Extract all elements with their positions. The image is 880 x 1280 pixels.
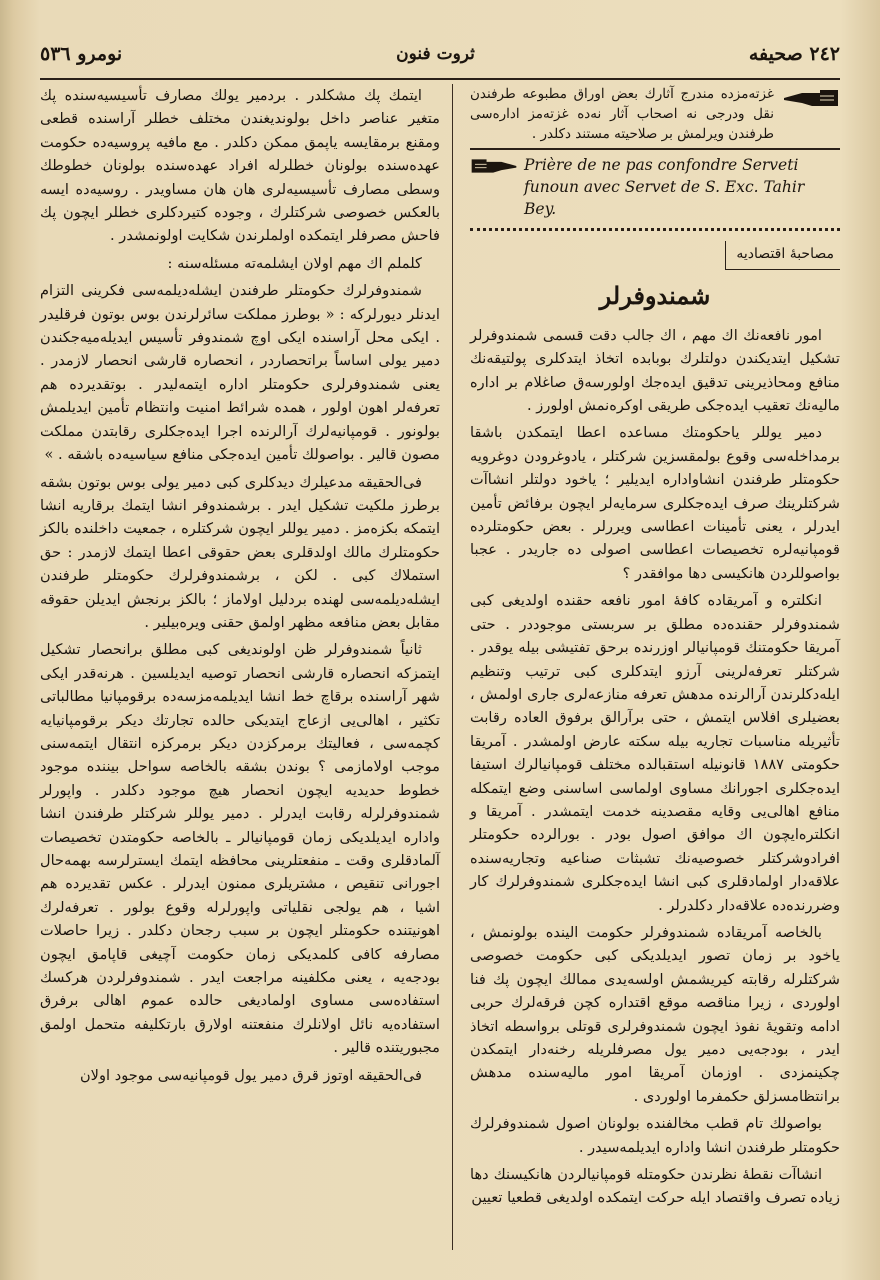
paragraph: ثانیاً شمندوفرلر ظن اولوندیغی کبی مطلق برانحصار تشکیل ایتمزکه انحصاره قارشی انحصار توصیه ایدیلسین . هرنه‌قدر ایکی شهر آراسنده برقاچ خط انشا ایدیلمه‌مزسه‌ده برقومپانیا مطالباتی تکثیر ، اهالی‌یی ازعاج ایتدیکی حالده تجارتك دیکر برقومپانیایه کچمه‌سی ، فعالیتك برمرکزدن دیکر برمرکزه انتقال ایتمه‌سنی موجب اولامازمی ؟ بوندن بشقه بالخاصه سواحل بیننده موجود خطوط حدیدیه ایچون انحصار هیچ موجود دکلدر . واپورلر شمندوفرلرله رقابت ایدرلر . دمیر یوللر شرکتلر طرفندن انشا واداره ایدیلدیکی زمان قومپانیالر ـ بالخاصه حکومتدن تخصیصات آلمادقلری وقت ـ منفعتلرینی محافظه ایتمك ایسترلرسه بهمه‌حال اجورانی تنقیص ، مشتریلری ممنون ایدرلر . عکس تقدیرده هم اشیا ، هم یولجی نقلیاتی واپورلرله وقوع بولور . تعرفه‌لرك اهونیتنده حکومتلر ایچون بر سبب رجحان دکلدر . زیرا حاصلات مصارفه کافی کلمدیکی زمان حکومت آچیغی قاپامق ایچون بودجه‌یه ، یعنی مکلفینه مراجعت ایدر . شمندوفرلردن هرکسك استفاده‌سی مساوی اولمادیغی حالده عموم اهالی برفرق استفاده‌یه نائل اولانلرك منفعتنه اولارق بارتکلیفه متحمل اولمق مجبوریتنده قالیر . <box>40 641 440 1057</box>
paragraph: دمیر یوللر یاحکومتك مساعده اعطا ایتمکدن باشقا برمداخله‌سی وقوع بولمقسزین شرکتلر ، یادوغرودن دوغرویه حکومتلر طرفندن انشاواداره ایدیلیر ؛ یاخود دولتلر انشاآت شرکتلرینك صرف ایده‌جکلری سرمایه‌لر ایچون برفائض تأمین ایدرلر ، یعنی تأمینات اعطاسی ویررلر . بعض حکومتلرده قومپانیه‌لره تخصیصات اعطاسی اصولی ده جاریدر . عجبا بواصوللردن هانکیسی دها موافقدر ؟ <box>470 424 840 582</box>
paragraph: فی‌الحقیقه اوتوز قرق دمیر یول قومپانیه‌سی موجود اولان <box>79 1066 422 1084</box>
paragraph: بالخاصه آمریقاده شمندوفرلر حکومت الینده بولونمش ، یاخود بر زمان تصور ایدیلدیکی کبی حکومت خصوصی شرکتلرله رقابته کیریشمش اولسه‌یدی ممالك ایچون پك فنا اولوردی ، زیرا مناقصه موقع اقتداره کچن فرقه‌لرك حربی ادامه وتقویهٔ نفوذ ایچون شمندوفرلری قوتلی برواسطه اتخاذ ایدر ، بودجه‌یی دمیر یول مصرفلریله رخنه‌دار ایتمکدن چکینمزدی . اوزمان آمریقا امور مالیه‌سنده مدهش برانتظامسزلق حکمفرما اولوردی . <box>470 923 840 1105</box>
paragraph: ایتمك پك مشکلدر . بردمیر یولك مصارف تأسیسیه‌سنده پك متغیر عناصر داخل بولوندیغندن مختلف خطلر آراسنده قطعی ومقنع برمقایسه یاپمق ممکن دکلدر . مع مافیه پروسیه‌ده حکومت عهده‌سنده بولونان خطلرله افراد عهده‌سنده بولونان خطوطك وسطی مصارف تأسیسیه‌لری هان هان مساویدر . روسیه‌ده ایسه بالعکس خصوصی شرکتلرك ، وجوده کتیردکلری خطلر ایچون پك فاحش مصرفلر ایتمکده اولملرندن شکایت اولونمشدر . <box>40 87 440 245</box>
page-header <box>40 30 840 80</box>
left-column <box>40 84 440 1260</box>
pointing-hand-icon <box>782 87 840 109</box>
paragraph: شمندوفرلرك حکومتلر طرفندن ایشله‌دیلمه‌سی فکرینی التزام ایدنلر دیورلرکه : « بوطرز مملکت سائرلرندن بوس بوتون فرقلیدر . ایکی محل آراسنده ایکی اوچ شمندوفر تأسیس ایدیله‌میه‌جکندن دمیر یولی اساساً براتحصاردر ، انحصاره قارشی انحصار لازمدر . یعنی شمندوفرلری حکومتلر اداره ایتمه‌لیدر . بوتقدیرده هم تعرفه‌لر اهون اولور ، همده شرائط امنیت وانتظام تأمین ایدیلمش بولونور . قومپانیه‌لرك آرالرنده اجرا ایده‌جکلری رقابتدن مملکت مصون قالیر . بواصولك تأمین ایده‌جکی منافع سیاسیه‌ده باشقه . » <box>40 282 440 464</box>
page-number: ٢٤٢ صحيفه <box>748 43 840 65</box>
french-notice <box>470 154 840 231</box>
notice-text: غزته‌مزده مندرج آثارك بعض اوراق مطبوعه طرفندن نقل ودرجی نه اصحاب آثار نه‌ده غزته‌مز اداره‌سی طرفندن ویرلمش بر صلاحیته مستند دکلدر . <box>470 86 774 142</box>
french-notice-text: Prière de ne pas confondre Serveti funoun avec Servet de S. Exc. Tahir Bey. <box>524 156 805 218</box>
right-column <box>470 84 840 1260</box>
paragraph: بواصولك تام قطب مخالفنده بولونان اصول شمندوفرلرك حکومتلر طرفندن انشا واداره ایدیلمه‌سیدر . <box>470 1115 840 1156</box>
issue-number: نومرو ٥٣٦ <box>40 43 123 65</box>
journal-title: ثروت فنون <box>396 44 475 64</box>
paragraph: انشاآت نقطهٔ نظرندن حکومتله قومپانیالردن هانکیسنك دها زیاده تصرف واقتصاد ایله حرکت ایتمکده اولدیغی قطعیا تعیین <box>470 1166 840 1207</box>
paragraph: انکلتره و آمریقاده کافهٔ امور نافعه حقنده اولدیغی کبی شمندوفرلر حقنده‌ده مطلق بر سربستی موجوددر . حتی آمریقا حکومتنك قومپانیالر اوزرنده برحق تفتیشی بیله یوقدر . شرکتلر تعرفه‌لرینی آرزو ایتدکلری کبی ترتیب وتنظیم ایله‌دکلرندن آرالرنده مدهش تعرفه منازعه‌لری جاری اولمش ، بعضیلری افلاس ایتمش ، حتی برآرالق برفوق العاده رقابت تأثیریله مناسبات تجاریه بیله سکته عارض اولمشدر . آمریقا حکومتی ١٨٨٧ قانونیله استقبالده مختلف قومپانیالرك استیفا ایده‌جکلری اجورانك مساوی اولماسی اساسنی وضع ایتمکله منافع اهالی‌یی وقایه مقصدینه خدمت ایتمشدر . آمریقا و انکلتره‌ایچون اك موافق اصول بودر . بورالرده حکومتلر افرادوشرکتلر خصوصیه‌نك تشبثات صناعیه وتجاریه‌سنده علاقه‌دار اولمادقلری کبی انشا ایده‌جکلری شمندوفرلرك کار وضررنده‌ده علاقه‌دار دکلدرلر . <box>470 592 840 914</box>
article-title: شمندوفرلر <box>599 281 711 311</box>
paragraph: فی‌الحقیقه مدعیلرك دیدکلری کبی دمیر یولی بوس بوتون بشقه برطرز ملکیت تشکیل ایدر . برشمندوفر انشا ایتمك برقاریه انشا ایتمکه بکزه‌مز . دمیر یوللر ایچون شرکتلره ، جمعیت داخلنده بالکز حکومتلرك مالك اولدقلری بعض حقوقی اعطا ایتمك لازمدر : حق استملاك کبی . لکن ، برشمندوفرلرك حکومتلر طرفندن ایشله‌دیلمه‌سی لهنده بردلیل اولاماز ؛ بالکز برنجش ایدیلن حقوقه مقابل بعض منافعه مظهر اولمق حقنی ویره‌بیلیر . <box>40 473 440 631</box>
column-divider <box>452 84 453 1250</box>
editorial-notice <box>470 84 840 150</box>
paragraph: کلملم اك مهم اولان ایشلمه‌ته مسئله‌سنه : <box>167 254 422 272</box>
paragraph: امور نافعه‌نك اك مهم ، اك جالب دقت قسمی شمندوفرلر تشکیل ایتدیکندن دولتلرك بوبابده اتخاذ ایتدکلری پولتیقه‌نك منافع ومحاذیرینی تدقیق ایده‌جك اولورسه‌ق صاغلام بر اداره مالیه‌نك تعقیب ایده‌جکی طریقی اوکره‌نمش اولورز . <box>470 326 840 415</box>
pointing-hand-icon <box>470 155 518 177</box>
section-label: مصاحبهٔ اقتصادیه <box>725 241 840 270</box>
